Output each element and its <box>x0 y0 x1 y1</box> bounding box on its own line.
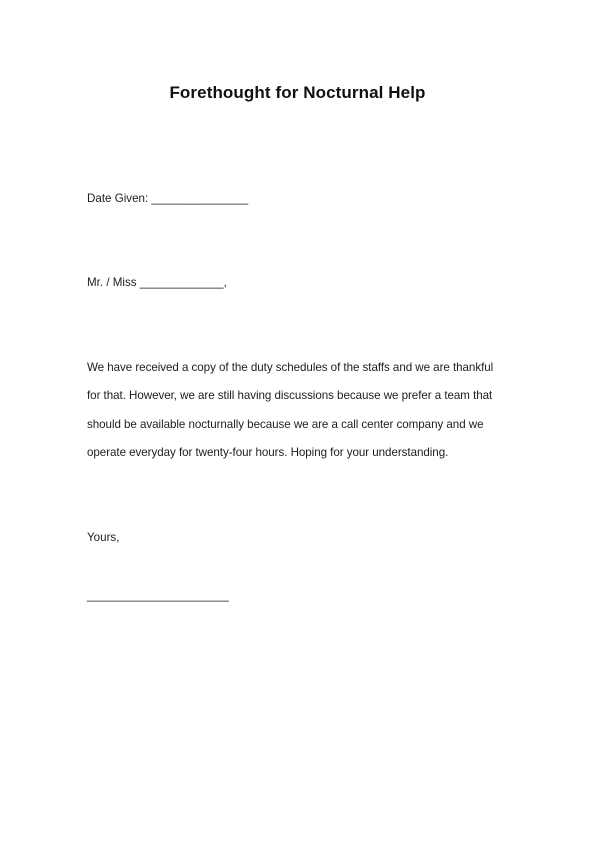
closing-text: Yours, <box>87 531 120 544</box>
date-given-line: Date Given: _______________ <box>87 192 249 205</box>
document-title: Forethought for Nocturnal Help <box>169 83 426 102</box>
body-text-line: for that. However, we are still having discussions because we prefer a team that <box>87 389 493 402</box>
body-text-line: should be available nocturnally because we are a call center company and we <box>87 418 484 431</box>
signature-line: ______________________ <box>87 589 229 602</box>
body-text-line: operate everyday for twenty-four hours. Hoping for your understanding. <box>87 446 449 459</box>
salutation-line: Mr. / Miss _____________, <box>87 276 227 289</box>
body-text-line: We have received a copy of the duty schedules of the staffs and we are thankful <box>87 361 494 374</box>
